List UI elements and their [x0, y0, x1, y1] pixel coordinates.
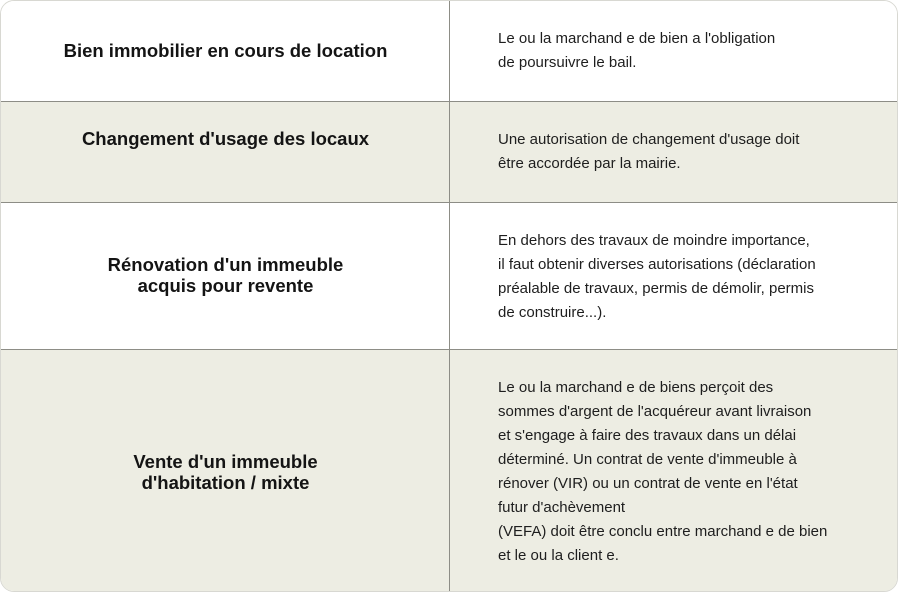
description-line: et s'engage à faire des travaux dans un délai [498, 427, 797, 444]
description-line: rénover (VIR) ou un contrat de vente en l'état [498, 475, 798, 492]
description-line: et le ou la client e. [498, 547, 619, 564]
description-line: Une autorisation de changement d'usage doit [498, 131, 800, 148]
description-line: il faut obtenir diverses autorisations (déclaration [498, 256, 816, 273]
column-divider [449, 102, 450, 202]
description-line: de poursuivre le bail. [498, 54, 637, 71]
row-description [498, 27, 868, 75]
description-line: être accordée par la mairie. [498, 155, 681, 172]
column-divider [449, 203, 450, 349]
table-row [1, 203, 897, 350]
column-divider [449, 1, 450, 101]
description-line: (VEFA) doit être conclu entre marchand e de bien [498, 523, 828, 540]
row-title: Bien immobilier en cours de location [63, 39, 388, 61]
description-line: Le ou la marchand e de bien a l'obligation [498, 30, 776, 47]
column-divider [449, 350, 450, 591]
row-description [498, 376, 868, 568]
row-title: Vente d'un immeuble d'habitation / mixte [133, 450, 318, 493]
table-row [1, 1, 897, 102]
description-line: futur d'achèvement [498, 499, 626, 516]
description-line: En dehors des travaux de moindre importance, [498, 232, 810, 249]
description-line: Le ou la marchand e de biens perçoit des [498, 379, 774, 396]
row-description [498, 128, 868, 176]
description-line: de construire...). [498, 304, 607, 321]
row-title: Rénovation d'un immeuble acquis pour revente [107, 254, 344, 296]
row-title: Changement d'usage des locaux [81, 128, 370, 149]
description-line: préalable de travaux, permis de démolir, permis [498, 280, 814, 297]
table-row [1, 102, 897, 203]
description-line: déterminé. Un contrat de vente d'immeuble à [498, 451, 797, 468]
table-row [1, 350, 897, 591]
description-line: sommes d'argent de l'acquéreur avant livraison [498, 403, 812, 420]
row-description [498, 229, 868, 325]
